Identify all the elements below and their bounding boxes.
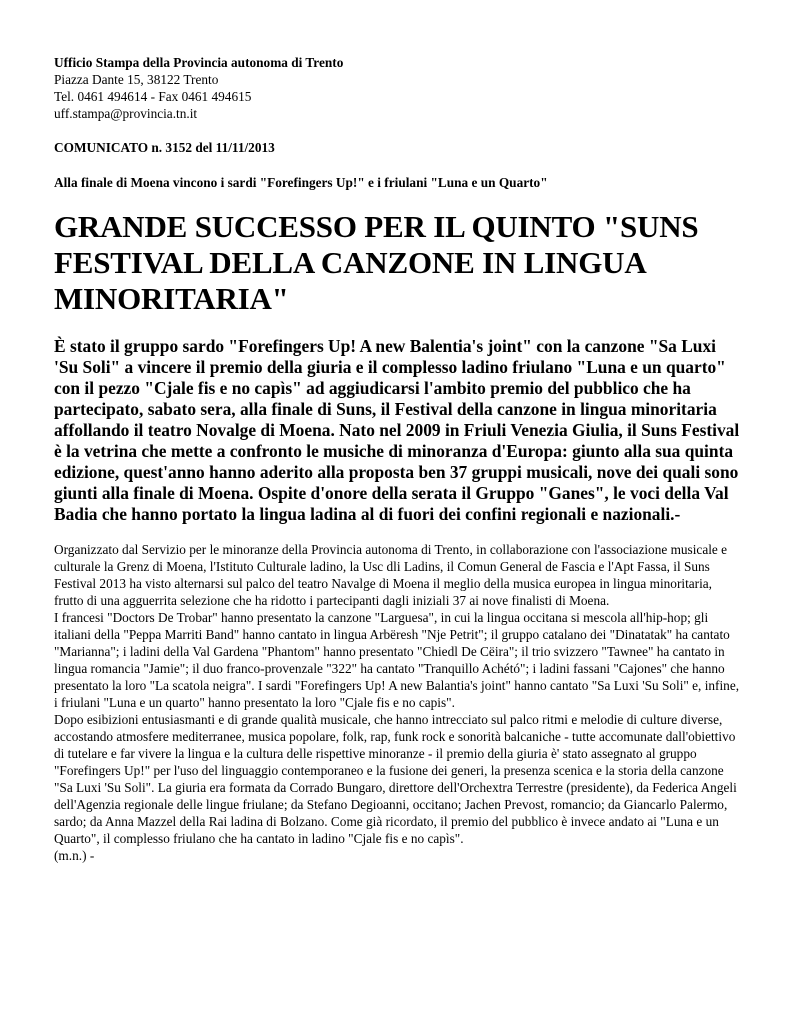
body-paragraph: I francesi "Doctors De Trobar" hanno presentato la canzone "Larguesa", in cui la lingua occitana si mescola all'hip-hop; gli italiani della "Peppa Marriti Band" hanno cantato in lingua Arbëresh "Nje Petrit"; il gruppo catalano dei "Dinatatak" ha cantato "Marianna"; i ladini della Val Gardena "Phantom" hanno presentato "Chiedl De Cëira"; il trio svizzero "Tawnee" ha cantato in lingua romancia "Jamie"; il duo franco-provenzale "322" ha cantato "Tranquillo Achétó"; i ladini fassani "Cajones" che hanno presentato la loro "La scatola neigra". I sardi "Forefingers Up! A new Balantia's joint" hanno cantato "Sa Luxi 'Su Soli" e, infine, i friulani "Luna e un quarto" hanno presentato la loro "Cjale fis e no capis". (54, 610, 740, 710)
office-email: uff.stampa@provincia.tn.it (54, 106, 198, 121)
office-phone-fax: Tel. 0461 494614 - Fax 0461 494615 (54, 89, 252, 104)
headline: GRANDE SUCCESSO PER IL QUINTO "SUNS FESTIVAL DELLA CANZONE IN LINGUA MINORITARIA" (54, 209, 699, 316)
article-body (54, 541, 744, 864)
lead-paragraph: È stato il gruppo sardo "Forefingers Up! A new Balentia's joint" con la canzone "Sa Luxi 'Su Soli" a vincere il premio della giuria e il complesso ladino friulano "Luna e un quarto" con il pezzo "Cjale fis e no capìs" ad aggiudicarsi l'ambito premio del pubblico che ha partecipato, sabato sera, alla finale di Suns, il Festival della canzone in lingua minoritaria affollando il teatro Novalge di Moena. Nato nel 2009 in Friuli Venezia Giulia, il Suns Festival è la vetrina che mette a confronto le musiche di minoranza d'Europa: giunto alla sua quinta edizione, quest'anno hanno aderito alla proposta ben 37 gruppi musicali, nove dei quali sono giunti alla finale di Moena. Ospite d'onore della serata il Gruppo "Ganes", le voci della Val Badia che hanno portato la lingua ladina al di fuori dei confini regionali e nazionali.- (54, 336, 740, 524)
press-release-page (54, 54, 744, 864)
comunicato-number: COMUNICATO n. 3152 del 11/11/2013 (54, 140, 275, 155)
body-paragraph: Organizzato dal Servizio per le minoranze della Provincia autonoma di Trento, in collaborazione con l'associazione musicale e culturale la Grenz di Moena, l'Istituto Culturale ladino, la Usc dli Ladins, il Comun General de Fascia e l'Apt Fassa, il Suns Festival 2013 ha visto alternarsi sul palco del teatro Navalge di Moena il meglio della musica europea in lingua minoritaria, frutto di una agguerrita selezione che ha ridotto i partecipanti dagli iniziali 37 ai nove finalisti di Moena. (54, 542, 728, 608)
office-address: Piazza Dante 15, 38122 Trento (54, 72, 219, 87)
office-name: Ufficio Stampa della Provincia autonoma di Trento (54, 55, 344, 70)
body-paragraph: Dopo esibizioni entusiasmanti e di grande qualità musicale, che hanno intrecciato sul palco ritmi e melodie di culture diverse, accostando atmosfere mediterranee, musica popolare, folk, rap, funk rock e sonorità balcaniche - tutte accomunate dall'obiettivo di tutelare e far vivere la lingua e la cultura delle rispettive minoranze - il premio della giuria è' stato assegnato al gruppo "Forefingers Up!" per l'uso del linguaggio contemporaneo e la fusione dei generi, la presenza scenica e la storia della canzone "Sa Luxi 'Su Soli". La giuria era formata da Corrado Bungaro, direttore dell'Orchextra Terrestre (presidente), da Federica Angeli dell'Agenzia regionale delle lingue friulane; da Stefano Degioanni, occitano; Jachen Prevost, romancio; da Giancarlo Palermo, sardo; da Anna Mazzel della Rai ladina di Bolzano. Come già ricordato, il premio del pubblico è invece andato ai "Luna e un Quarto", il complesso friulano che ha cantato in ladino "Cjale fis e no capìs". (54, 712, 737, 846)
author-signature: (m.n.) - (54, 848, 95, 863)
subtitle: Alla finale di Moena vincono i sardi "Forefingers Up!" e i friulani "Luna e un Quarto" (54, 175, 548, 190)
